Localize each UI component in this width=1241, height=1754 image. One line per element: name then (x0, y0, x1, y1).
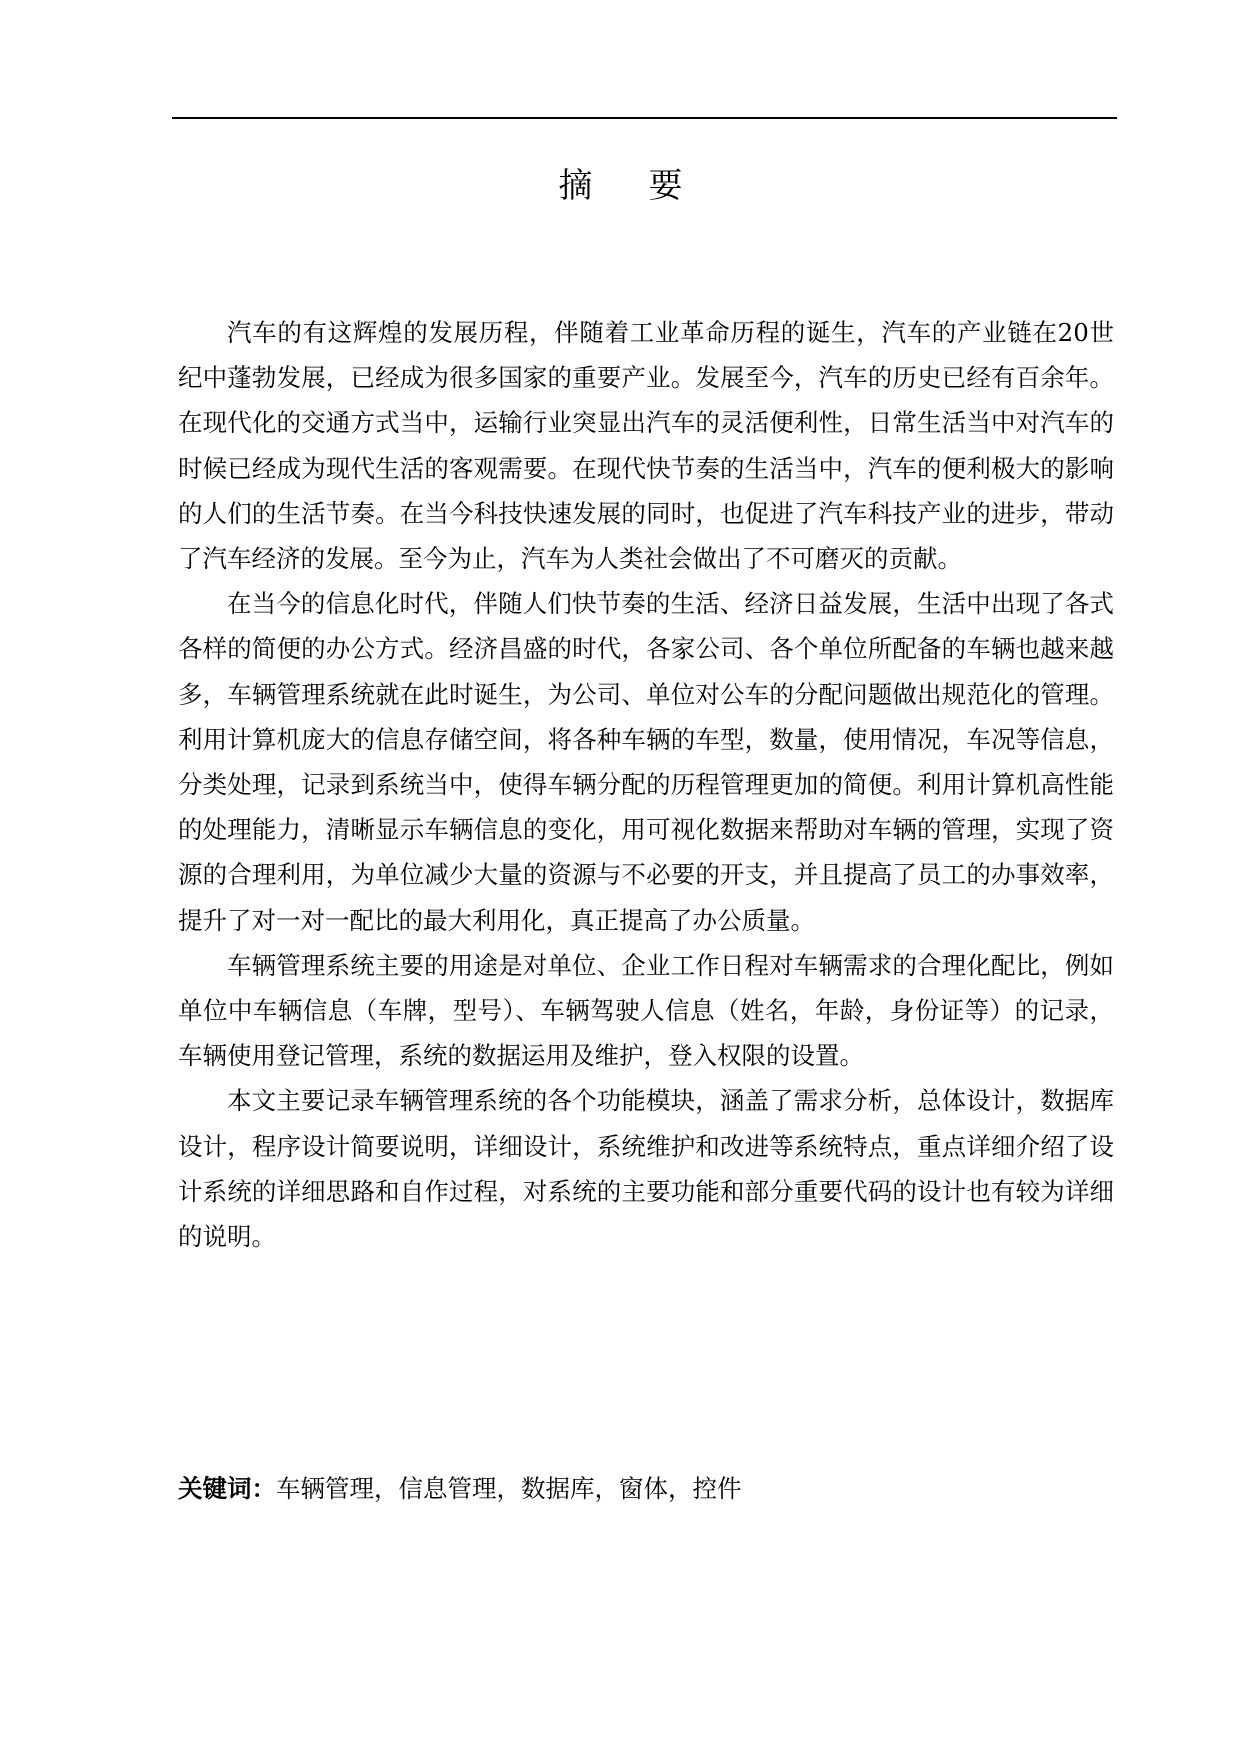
keywords-text: 车辆管理，信息管理，数据库，窗体，控件 (276, 1474, 742, 1503)
abstract-paragraph-3: 车辆管理系统主要的用途是对单位、企业工作日程对车辆需求的合理化配比，例如单位中车辆信息（车牌，型号）、车辆驾驶人信息（姓名，年龄，身份证等）的记录，车辆使用登记管理，系统的数据运用及维护，登入权限的设置。 (178, 950, 1114, 1071)
header-rule (172, 117, 1117, 119)
abstract-title-char-2: 要 (648, 166, 683, 206)
keywords-line (178, 1469, 1114, 1509)
keywords-label: 关键词： (178, 1474, 276, 1503)
abstract-body (178, 310, 1114, 1259)
abstract-paragraph-4: 本文主要记录车辆管理系统的各个功能模块，涵盖了需求分析，总体设计，数据库设计，程序设计简要说明，详细设计，系统维护和改进等系统特点，重点详细介绍了设计系统的详细思路和自作过程，对系统的主要功能和部分重要代码的设计也有较为详细的说明。 (178, 1086, 1114, 1252)
abstract-paragraph-2: 在当今的信息化时代，伴随人们快节奏的生活、经济日益发展，生活中出现了各式各样的简便的办公方式。经济昌盛的时代，各家公司、各个单位所配备的车辆也越来越多，车辆管理系统就在此时诞生，为公司、单位对公车的分配问题做出规范化的管理。利用计算机庞大的信息存储空间，将各种车辆的车型，数量，使用情况，车况等信息，分类处理，记录到系统当中，使得车辆分配的历程管理更加的简便。利用计算机高性能的处理能力，清晰显示车辆信息的变化，用可视化数据来帮助对车辆的管理，实现了资源的合理利用，为单位减少大量的资源与不必要的开支，并且提高了员工的办事效率，提升了对一对一配比的最大利用化，真正提高了办公质量。 (178, 589, 1114, 935)
abstract-title (0, 166, 1241, 206)
abstract-paragraph-1: 汽车的有这辉煌的发展历程，伴随着工业革命历程的诞生，汽车的产业链在20世纪中蓬勃发展，已经成为很多国家的重要产业。发展至今，汽车的历史已经有百余年。在现代化的交通方式当中，运输行业突显出汽车的灵活便利性，日常生活当中对汽车的时候已经成为现代生活的客观需要。在现代快节奏的生活当中，汽车的便利极大的影响的人们的生活节奏。在当今科技快速发展的同时，也促进了汽车科技产业的进步，带动了汽车经济的发展。至今为止，汽车为人类社会做出了不可磨灭的贡献。 (178, 318, 1114, 574)
abstract-title-char-1: 摘 (558, 166, 593, 206)
